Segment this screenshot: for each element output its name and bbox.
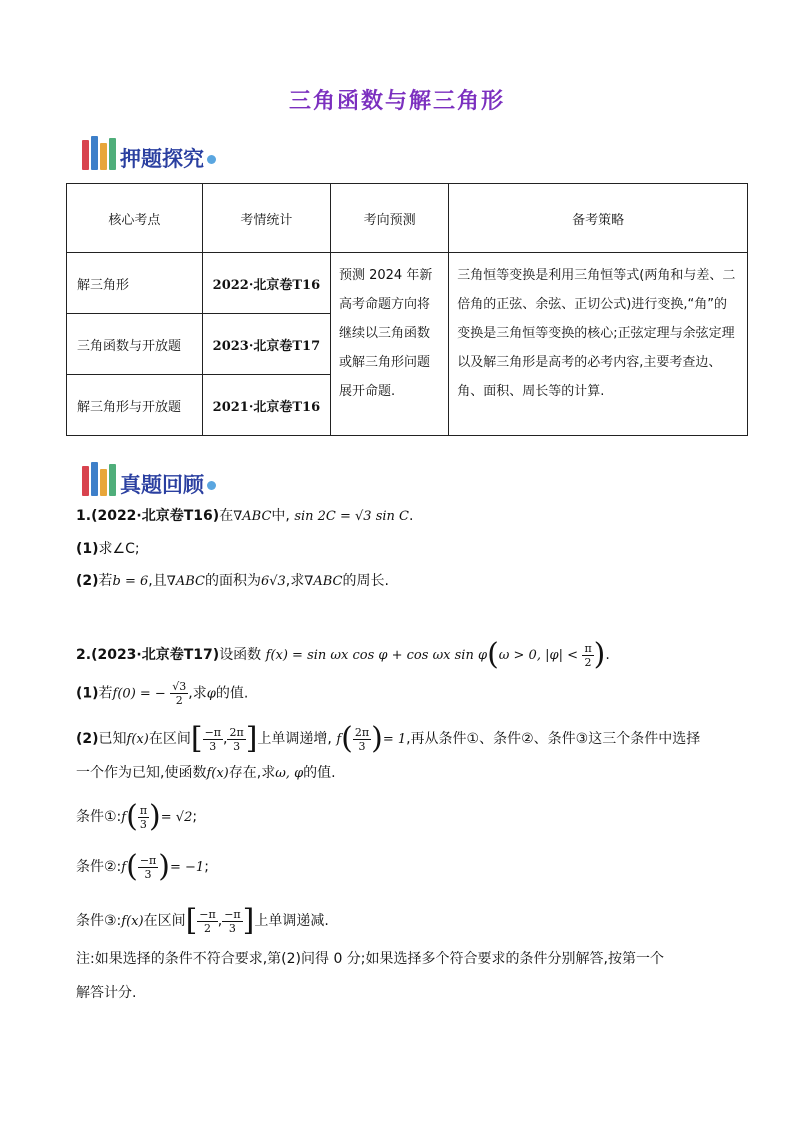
q1-part2: (2)若b = 6,且∇ABC的面积为6√3,求∇ABC的周长.	[76, 573, 389, 589]
section-header-review	[82, 456, 216, 496]
q1-part1: (1)求∠C;	[76, 541, 140, 557]
dot-icon	[207, 481, 216, 490]
table-row	[67, 253, 748, 314]
table-cell: 解三角形与开放题	[67, 375, 203, 436]
books-icon	[82, 134, 116, 170]
q2-condition-2: 条件②:f( $\frac{-\pi}{3}$ )= −1;	[76, 849, 209, 884]
q2-note: 注:如果选择的条件不符合要求,第(2)问得 0 分;如果选择多个符合要求的条件分别解答,按第一个	[76, 951, 664, 967]
books-icon	[82, 460, 116, 496]
table-header: 备考策略	[449, 184, 748, 253]
q2-part2: (2)已知f(x)在区间[ $\frac{-\pi}{3}$ , $\frac{2\pi}{3}$ ]上单调递增, f( $\frac{2\pi}{3}$ )= 1,再从条件①、条件②、条件③这三个条件中选择	[76, 721, 701, 756]
q2-stem: 2.(2023·北京卷T17)设函数 f(x) = sin ωx cos φ + cos ωx sin φ(ω > 0, |φ| < $\frac{\pi}{2}$ ).	[76, 637, 610, 672]
table-cell: 2023·北京卷T17	[202, 314, 330, 375]
table-header: 考情统计	[202, 184, 330, 253]
table-cell: 解三角形	[67, 253, 203, 314]
table-header-row	[67, 184, 748, 253]
table-header: 核心考点	[67, 184, 203, 253]
prediction-cell: 预测 2024 年新高考命题方向将继续以三角函数或解三角形问题展开命题.	[330, 253, 448, 436]
q2-part1: (1)若f(0) = − $\frac{√3}{2}$ ,求φ的值.	[76, 680, 249, 707]
dot-icon	[207, 155, 216, 164]
q2-condition-1: 条件①:f( $\frac{\pi}{3}$ )= √2;	[76, 799, 198, 834]
q2-condition-3: 条件③:f(x)在区间[ $\frac{-\pi}{2}$ , $\frac{-\pi}{3}$ ]上单调递减.	[76, 903, 329, 938]
q2-part2-cont: 一个作为已知,使函数f(x)存在,求ω, φ的值.	[76, 765, 336, 781]
page-title: 三角函数与解三角形	[288, 89, 505, 114]
table-cell: 三角函数与开放题	[67, 314, 203, 375]
q2-note-cont: 解答计分.	[76, 985, 137, 1001]
q1-stem: 1.(2022·北京卷T16)在∇ABC中, sin 2C = √3 sin C.	[76, 508, 414, 524]
table-cell: 2021·北京卷T16	[202, 375, 330, 436]
core-table	[66, 183, 748, 436]
section-title: 真题回顾	[120, 473, 204, 497]
strategy-cell: 三角恒等变换是利用三角恒等式(两角和与差、二倍角的正弦、余弦、正切公式)进行变换,“角”的变换是三角恒等变换的核心;正弦定理与余弦定理以及解三角形是高考的必考内容,主要考查边、角、面积、周长等的计算.	[449, 253, 748, 436]
table-header: 考向预测	[330, 184, 448, 253]
section-header-explore	[82, 130, 216, 170]
section-title: 押题探究	[120, 147, 204, 171]
table-cell: 2022·北京卷T16	[202, 253, 330, 314]
